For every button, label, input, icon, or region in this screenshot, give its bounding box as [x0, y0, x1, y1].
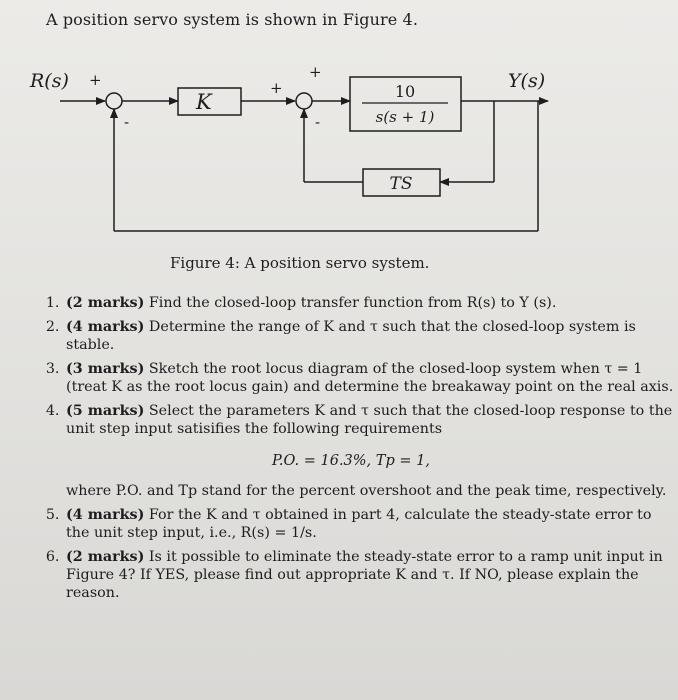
question-4-after-text: where P.O. and Tp stand for the percent overshoot and the peak time, respectively.	[66, 483, 667, 499]
summing-junction-1	[106, 93, 122, 109]
question-1	[64, 294, 676, 312]
question-6	[64, 548, 676, 602]
question-list	[40, 294, 676, 608]
sum2-plus-left-sign: +	[270, 79, 283, 97]
sum1-minus-sign: -	[124, 113, 130, 131]
question-3-text: Sketch the root locus diagram of the closed-loop system when τ = 1 (treat K as the root locus gain) and determine the breakaway point on the real axis.	[66, 361, 674, 395]
question-5	[64, 506, 676, 542]
question-1-marks: (2 marks)	[66, 295, 145, 311]
gain-label: K	[196, 90, 212, 114]
sum2-plus-top-sign: +	[309, 63, 322, 81]
plant-numerator: 10	[394, 82, 416, 101]
input-label: R(s)	[30, 70, 69, 92]
question-6-text: Is it possible to eliminate the steady-state error to a ramp unit input in Figure 4? If YES, please find out appropriate K and τ. If NO, please explain the reason.	[66, 549, 663, 601]
tachometer-label: TS	[389, 174, 413, 194]
question-2	[64, 318, 676, 354]
summing-junction-2	[296, 93, 312, 109]
sum1-plus-sign: +	[89, 71, 102, 89]
question-1-text: Find the closed-loop transfer function from R(s) to Y (s).	[148, 295, 557, 311]
question-4-text: Select the parameters K and τ such that the closed-loop response to the unit step input satisifies the following requirements	[66, 403, 673, 437]
question-3-marks: (3 marks)	[66, 361, 145, 377]
question-2-text: Determine the range of K and τ such that the closed-loop system is stable.	[66, 319, 636, 353]
question-4-equation: P.O. = 16.3%, Tp = 1,	[272, 453, 430, 469]
sum2-minus-sign: -	[315, 113, 321, 131]
figure-caption: Figure 4: A position servo system.	[170, 254, 430, 272]
question-6-marks: (2 marks)	[66, 549, 145, 565]
question-5-marks: (4 marks)	[66, 507, 145, 523]
question-3	[64, 360, 676, 396]
question-4	[64, 402, 676, 500]
question-2-marks: (4 marks)	[66, 319, 145, 335]
output-label: Y(s)	[508, 70, 546, 92]
question-5-text: For the K and τ obtained in part 4, calculate the steady-state error to the unit step input, i.e., R(s) = 1/s.	[66, 507, 652, 541]
intro-text: A position servo system is shown in Figure 4.	[46, 10, 419, 29]
block-diagram	[0, 55, 678, 250]
plant-denominator: s(s + 1)	[375, 108, 435, 126]
question-4-marks: (5 marks)	[66, 403, 145, 419]
